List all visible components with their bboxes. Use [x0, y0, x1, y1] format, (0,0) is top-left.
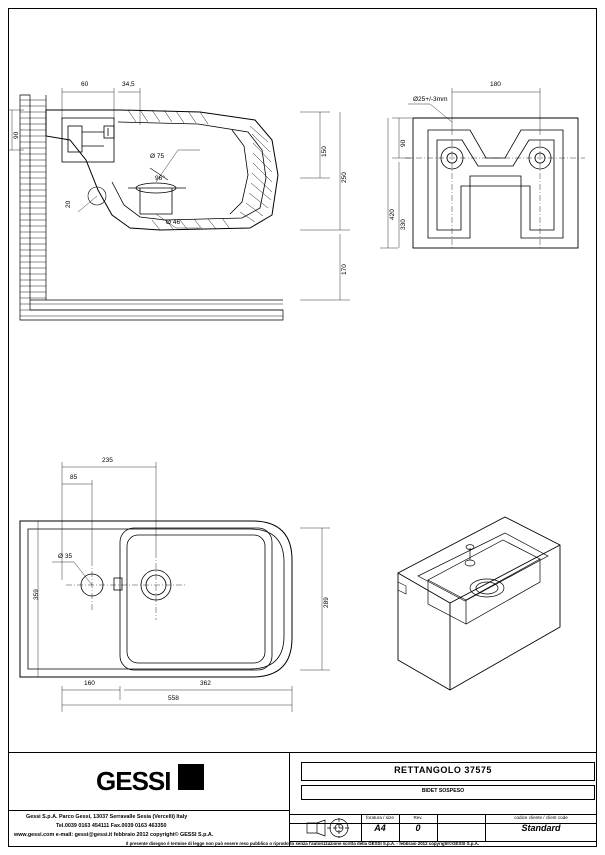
- dim-side-90: 90: [13, 131, 20, 139]
- company-address-line2: Tel.0039 0163 454111 Fax.0039 0163 463350: [56, 823, 167, 829]
- dim-side-96deg: 96°: [155, 175, 165, 182]
- revision-header: Rev.: [413, 815, 423, 820]
- company-address-line3: www.gessi.com e-mail: gessi@gessi.it febbraio 2012 copyright© GESSI S.p.A.: [14, 832, 214, 838]
- dim-top-362: 362: [200, 680, 211, 687]
- dim-side-150: 150: [321, 146, 328, 157]
- dim-side-34-5: 34,5: [122, 81, 135, 88]
- dim-bracket-330: 330: [400, 219, 407, 230]
- product-subtitle: BIDET SOSPESO: [421, 788, 465, 794]
- legal-footer-text: Il presente disegno è termine di legge non può essere reso pubblico o riprodotto senza l'autorizzazione scritta della GESSI S.p.A. - febbraio 2012 copyright©GESSI S.p.A.: [125, 841, 480, 846]
- dim-top-359: 359: [33, 589, 40, 600]
- product-name: RETTANGOLO 37575: [394, 765, 492, 775]
- dim-side-250: 250: [341, 172, 348, 183]
- company-address-line1: Gessi S.p.A. Parco Gessi, 13037 Serravalle Sesia (Vercelli) Italy: [26, 814, 188, 820]
- company-logo-area: [8, 752, 289, 847]
- dim-side-170: 170: [341, 264, 348, 275]
- dim-side-d75: Ø 75: [150, 153, 165, 160]
- hole-size-value: A4: [374, 823, 386, 833]
- dim-top-558: 558: [168, 695, 179, 702]
- title-block-right: [289, 752, 597, 847]
- dim-top-85: 85: [70, 474, 78, 481]
- dim-side-d46: Ø 46: [166, 219, 181, 226]
- dim-bracket-hole: Ø25+/-3mm: [413, 96, 448, 103]
- gessi-logo-mark: [178, 764, 204, 790]
- dim-side-60: 60: [81, 81, 89, 88]
- client-code-value: Standard: [521, 823, 561, 833]
- dim-bracket-90: 90: [400, 139, 407, 147]
- client-code-header: codice cliente / client code: [514, 815, 568, 820]
- dim-top-289: 289: [323, 597, 330, 608]
- title-block: [8, 752, 597, 847]
- dim-side-20: 20: [65, 200, 72, 208]
- dim-top-d35: Ø 35: [58, 553, 73, 560]
- dim-bracket-420: 420: [389, 209, 396, 220]
- gessi-logo-text: GESSI: [96, 766, 171, 796]
- dim-top-235: 235: [102, 457, 113, 464]
- dim-bracket-180: 180: [490, 81, 501, 88]
- revision-value: 0: [415, 823, 421, 833]
- hole-size-header: foratura / size: [366, 815, 394, 820]
- dim-top-160: 160: [84, 680, 95, 687]
- first-angle-projection-icon: [303, 816, 355, 840]
